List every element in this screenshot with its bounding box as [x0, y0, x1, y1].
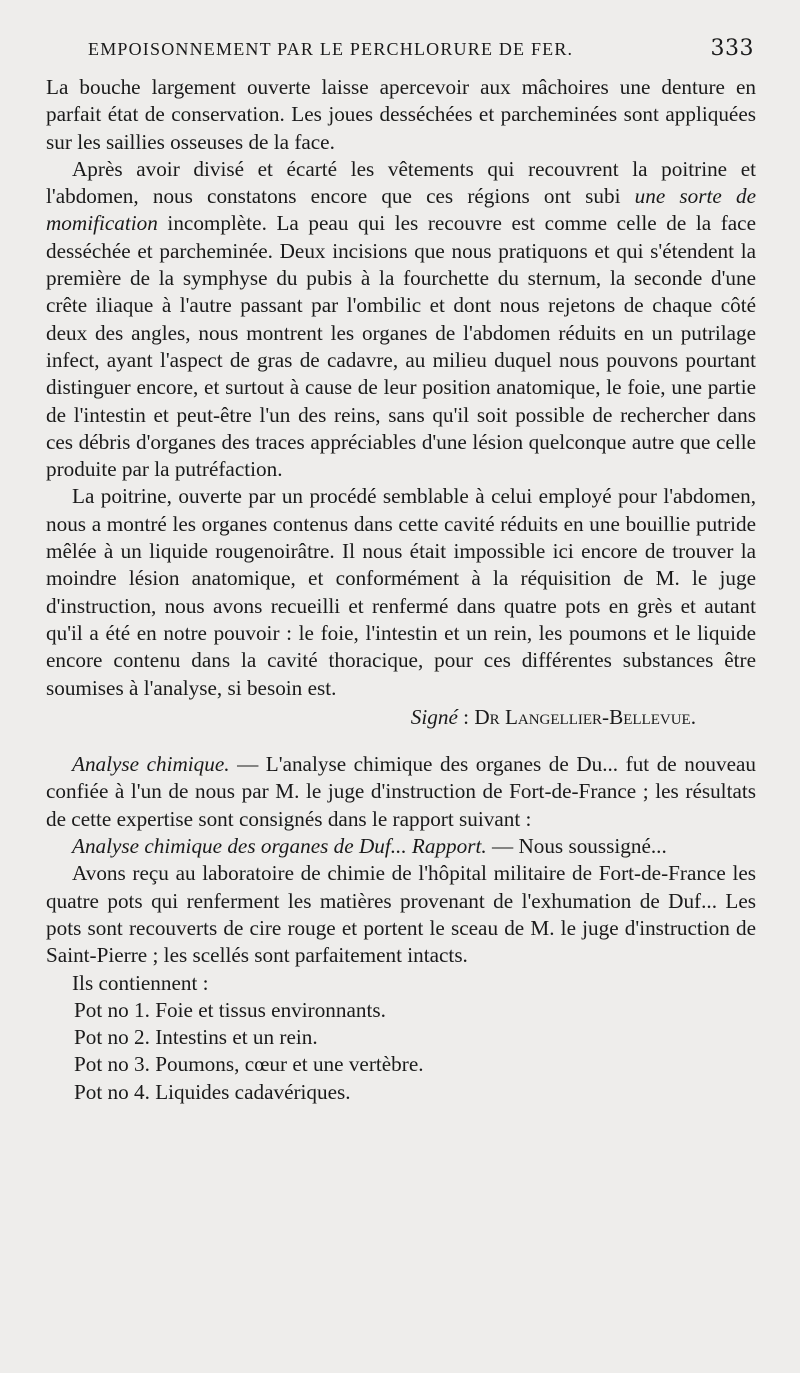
- signature-label: Signé: [410, 704, 458, 729]
- running-title: EMPOISONNEMENT PAR LE PERCHLORURE DE FER.: [88, 39, 574, 59]
- paragraph-abdomen: [46, 156, 756, 484]
- paragraph-report-title: [46, 833, 756, 860]
- signature-name: Dr Langellier-Bellevue.: [474, 704, 696, 729]
- para2-after: incomplète. La peau qui les recouvre est comme celle de la face desséchée et parcheminée. Deux incisions que nous pratiquons et qui s'étendent la première de la symphyse du pubis à la fourchette du sternum, la seconde d'une crête iliaque à l'autre passant par l'ombilic et dont nous rejetons de chaque côté deux des angles, nous montrent les organes de l'abdomen réduits en un putrilage infect, ayant l'aspect de gras de cadavre, au milieu duquel nous pouvons pourtant distinguer encore, et surtout à cause de leur position anatomique, le foie, une partie de l'intestin et peut-être l'un des reins, sans qu'il soit possible de rechercher dans ces débris d'organes des traces appréciables d'une lésion quelconque autre que celle produite par la putréfaction.: [46, 211, 756, 482]
- pot-item-3: Pot no 3. Poumons, cœur et une vertèbre.: [74, 1052, 424, 1077]
- signature-separator: :: [457, 704, 475, 729]
- paragraph-chest: La poitrine, ouverte par un procédé semblable à celui employé pour l'abdomen, nous a montré les organes contenus dans cette cavité réduits en une bouillie putride mêlée à un liquide rougenoirâtre. Il nous était impossible ici encore de trouver la moindre lésion anatomique, et conformément à la réquisition de M. le juge d'instruction, nous avons recueilli et renfermé dans quatre pots en grès et autant qu'il a été en notre pouvoir : le foie, l'intestin et un rein, les poumons et le liquide encore contenu dans la cavité thoracique, pour ces différentes substances être soumises à l'analyse, si besoin est.: [46, 484, 756, 700]
- body-text: [46, 74, 756, 1106]
- para5-italic: Analyse chimique des organes de Duf... Rapport.: [72, 834, 487, 859]
- paragraph-mouth: La bouche largement ouverte laisse apercevoir aux mâchoires une denture en parfait état de conservation. Les joues desséchées et parcheminées sont appliquées sur les saillies osseuses de la face.: [46, 75, 756, 154]
- pot-item-4: Pot no 4. Liquides cadavériques.: [74, 1079, 351, 1104]
- paragraph-chemical-analysis: [46, 751, 756, 833]
- para4-italic: Analyse chimique.: [72, 752, 230, 777]
- pot-item-2: Pot no 2. Intestins et un rein.: [74, 1025, 318, 1050]
- page-number: 333: [710, 36, 754, 61]
- pot-item-1: Pot no 1. Foie et tissus environnants.: [74, 997, 386, 1022]
- para5-text: — Nous soussigné...: [486, 834, 667, 859]
- para2-before: Après avoir divisé et écarté les vêtements qui recouvrent la poitrine et l'abdomen, nous constatons encore que ces régions ont subi: [46, 156, 756, 209]
- signature-line: [46, 704, 756, 731]
- running-header: [88, 36, 754, 61]
- para2-italic: une sorte de momification: [46, 184, 756, 236]
- paragraph-contents: Ils contiennent :: [72, 970, 209, 995]
- para4-text: — L'analyse chimique des organes de Du... fut de nouveau confiée à l'un de nous par M. le juge d'instruction de Fort-de-France ; les résultats de cette expertise sont consignés dans le rapport suivant :: [46, 752, 756, 831]
- paragraph-received: Avons reçu au laboratoire de chimie de l'hôpital militaire de Fort-de-France les quatre pots qui renferment les matières provenant de l'exhumation de Duf... Les pots sont recouverts de cire rouge et portent le sceau de M. le juge d'instruction de Saint-Pierre ; les scellés sont parfaitement intacts.: [46, 861, 756, 968]
